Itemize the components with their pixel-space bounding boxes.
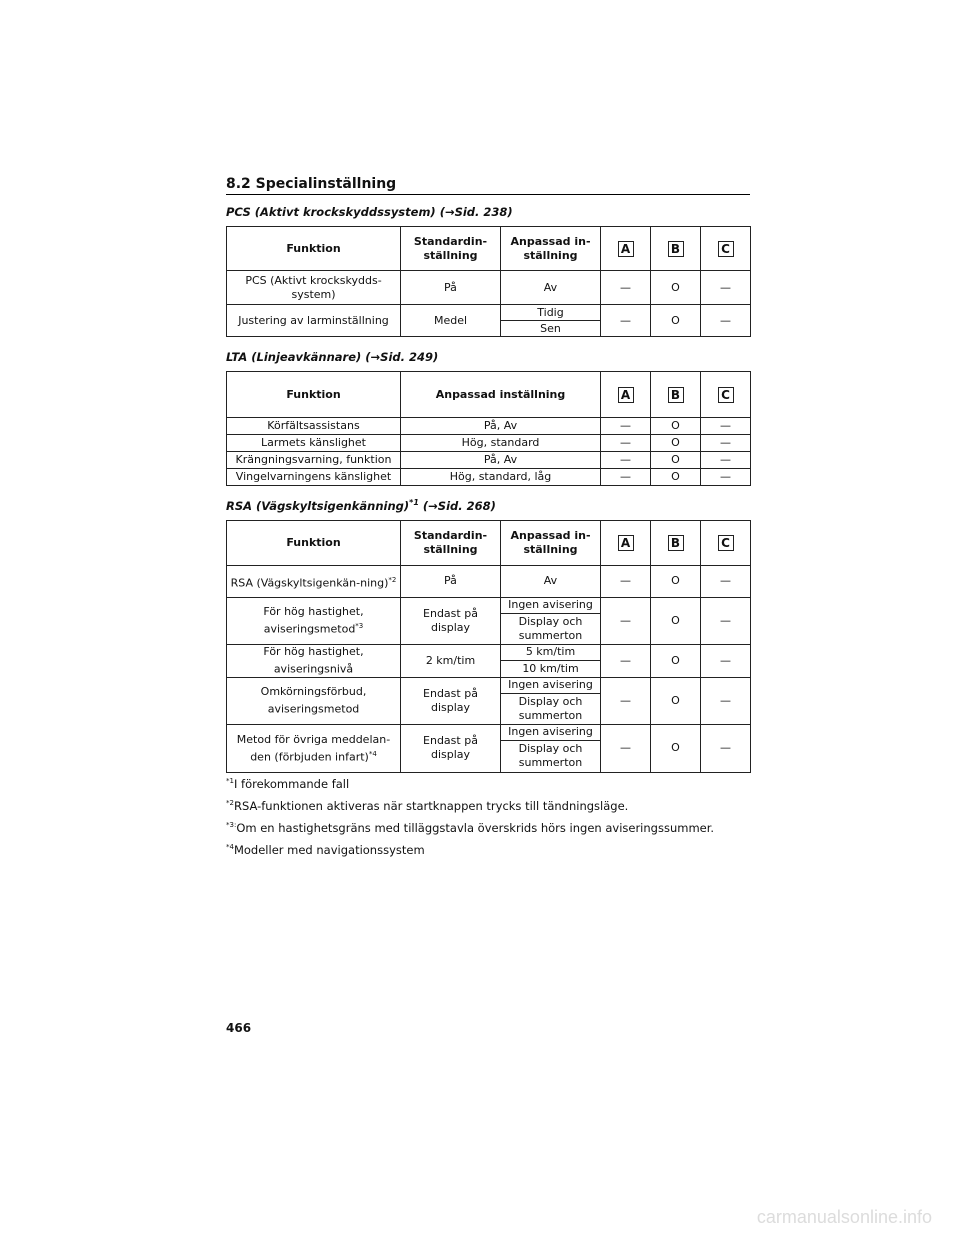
table-row — [227, 271, 751, 305]
footnote — [226, 843, 750, 857]
table-row — [227, 435, 751, 452]
cell-b: O — [651, 435, 701, 452]
cell-b: O — [651, 644, 701, 677]
cell-anpassad: Sen — [501, 321, 601, 337]
cell-anpassad: Av — [501, 565, 601, 597]
cell-funktion: PCS (Aktivt krockskydds-system) — [227, 271, 401, 305]
cell-c: — — [701, 435, 751, 452]
funktion-text: Metod för övriga meddelan-den (förbjuden infart) — [236, 732, 391, 764]
cell-c: — — [701, 469, 751, 486]
cell-b: O — [651, 452, 701, 469]
cell-b: O — [651, 565, 701, 597]
cell-c: — — [701, 418, 751, 435]
badge-c: C — [718, 241, 734, 257]
header-funktion: Funktion — [227, 372, 401, 418]
header-c — [701, 520, 751, 565]
funktion-text: För hög hastighet, aviseringsnivå — [263, 645, 364, 676]
header-standard: Standardin-ställning — [401, 520, 501, 565]
lta-table — [226, 371, 751, 486]
cell-b: O — [651, 677, 701, 724]
table-row — [227, 644, 751, 660]
footnote-text: Modeller med navigationssystem — [233, 842, 425, 857]
cell-standard: Endast på display — [401, 597, 501, 644]
footnote-text: I förekommande fall — [233, 776, 350, 791]
cell-a: — — [601, 644, 651, 677]
cell-standard: Endast på display — [401, 724, 501, 772]
cell-c: — — [701, 644, 751, 677]
cell-a: — — [601, 418, 651, 435]
badge-c: C — [718, 387, 734, 403]
rsa-title-ref: (→Sid. 268) — [418, 498, 496, 513]
badge-a: A — [618, 241, 634, 257]
cell-anpassad: Ingen avisering — [501, 677, 601, 693]
cell-funktion: Körfältsassistans — [227, 418, 401, 435]
cell-b: O — [651, 724, 701, 772]
table-row — [227, 677, 751, 693]
cell-b: O — [651, 418, 701, 435]
footnote — [226, 799, 750, 813]
cell-standard: På — [401, 565, 501, 597]
cell-a: — — [601, 271, 651, 305]
page-number: 466 — [226, 1021, 252, 1035]
rsa-title-footnote: *1 — [409, 498, 419, 507]
table-row — [227, 565, 751, 597]
cell-anpassad: Tidig — [501, 305, 601, 321]
rsa-title — [226, 498, 750, 513]
footnote-mark: *3 — [355, 622, 364, 630]
cell-c: — — [701, 565, 751, 597]
cell-a: — — [601, 565, 651, 597]
cell-anpassad: Hög, standard, låg — [401, 469, 601, 486]
table-row — [227, 597, 751, 613]
footnote-text: Om en hastighetsgräns med tilläggstavla överskrids hörs ingen aviseringssummer. — [236, 820, 715, 835]
cell-c: — — [701, 305, 751, 337]
footnote-mark: *3: — [226, 821, 237, 829]
cell-standard: Endast på display — [401, 677, 501, 724]
lta-title: LTA (Linjeavkännare) (→Sid. 249) — [226, 350, 439, 364]
cell-a: — — [601, 677, 651, 724]
cell-b: O — [651, 305, 701, 337]
cell-a: — — [601, 305, 651, 337]
cell-c: — — [701, 597, 751, 644]
pcs-table — [226, 226, 751, 337]
cell-a: — — [601, 469, 651, 486]
funktion-text: RSA (Vägskyltsigenkän-ning) — [230, 576, 389, 590]
cell-a: — — [601, 597, 651, 644]
cell-anpassad: På, Av — [401, 452, 601, 469]
cell-anpassad: 5 km/tim — [501, 644, 601, 660]
cell-c: — — [701, 452, 751, 469]
rsa-title-text: RSA (Vägskyltsigenkänning) — [226, 498, 410, 513]
cell-anpassad: På, Av — [401, 418, 601, 435]
header-a — [601, 520, 651, 565]
footnote-mark: *1 — [226, 777, 234, 785]
footnote — [226, 821, 750, 835]
header-b — [651, 520, 701, 565]
cell-anpassad: Ingen avisering — [501, 597, 601, 613]
cell-anpassad: 10 km/tim — [501, 660, 601, 677]
table-row — [227, 469, 751, 486]
cell-b: O — [651, 271, 701, 305]
section-title: 8.2 Specialinställning — [226, 176, 750, 195]
header-anpassad: Anpassad in-ställning — [501, 227, 601, 271]
cell-funktion — [227, 597, 401, 644]
cell-funktion — [227, 677, 401, 724]
badge-a: A — [618, 387, 634, 403]
cell-funktion — [227, 724, 401, 772]
cell-c: — — [701, 724, 751, 772]
cell-c: — — [701, 677, 751, 724]
cell-standard: Medel — [401, 305, 501, 337]
cell-standard: 2 km/tim — [401, 644, 501, 677]
header-funktion: Funktion — [227, 520, 401, 565]
badge-b: B — [668, 387, 684, 403]
manual-page — [226, 176, 750, 865]
header-anpassad: Anpassad inställning — [401, 372, 601, 418]
cell-b: O — [651, 469, 701, 486]
table-row — [227, 724, 751, 740]
header-standard: Standardin-ställning — [401, 227, 501, 271]
footnote-mark: *2 — [226, 799, 234, 807]
cell-c: — — [701, 271, 751, 305]
footnote-mark: *2 — [388, 575, 397, 584]
footnotes — [226, 777, 750, 857]
header-anpassad: Anpassad in-ställning — [501, 520, 601, 565]
header-c — [701, 372, 751, 418]
cell-anpassad: Display och summerton — [501, 613, 601, 644]
header-a — [601, 372, 651, 418]
cell-anpassad: Ingen avisering — [501, 724, 601, 740]
cell-a: — — [601, 452, 651, 469]
badge-b: B — [668, 535, 684, 551]
cell-funktion: Justering av larminställning — [227, 305, 401, 337]
watermark: carmanualsonline.info — [756, 1207, 932, 1227]
cell-standard: På — [401, 271, 501, 305]
cell-funktion: Krängningsvarning, funktion — [227, 452, 401, 469]
cell-a: — — [601, 724, 651, 772]
footnote-mark: *4 — [226, 843, 234, 851]
table-row — [227, 305, 751, 321]
badge-c: C — [718, 535, 734, 551]
cell-anpassad: Display och summerton — [501, 740, 601, 772]
cell-anpassad: Hög, standard — [401, 435, 601, 452]
footnote — [226, 777, 750, 791]
header-funktion: Funktion — [227, 227, 401, 271]
table-row — [227, 418, 751, 435]
funktion-text: Omkörningsförbud, aviseringsmetod — [260, 685, 367, 716]
header-b — [651, 372, 701, 418]
rsa-table — [226, 520, 751, 773]
header-b — [651, 227, 701, 271]
cell-funktion — [227, 644, 401, 677]
cell-anpassad: Display och summerton — [501, 693, 601, 724]
cell-b: O — [651, 597, 701, 644]
header-c — [701, 227, 751, 271]
cell-funktion — [227, 565, 401, 597]
cell-a: — — [601, 435, 651, 452]
footnote-text: RSA-funktionen aktiveras när startknappen trycks till tändningsläge. — [233, 798, 629, 813]
badge-b: B — [668, 241, 684, 257]
funktion-text: För hög hastighet, aviseringsmetod — [263, 605, 364, 636]
header-a — [601, 227, 651, 271]
badge-a: A — [618, 535, 634, 551]
cell-funktion: Larmets känslighet — [227, 435, 401, 452]
cell-anpassad: Av — [501, 271, 601, 305]
table-row — [227, 452, 751, 469]
pcs-title: PCS (Aktivt krockskyddssystem) (→Sid. 238) — [226, 205, 513, 219]
cell-funktion: Vingelvarningens känslighet — [227, 469, 401, 486]
footnote-mark: *4 — [368, 749, 377, 758]
